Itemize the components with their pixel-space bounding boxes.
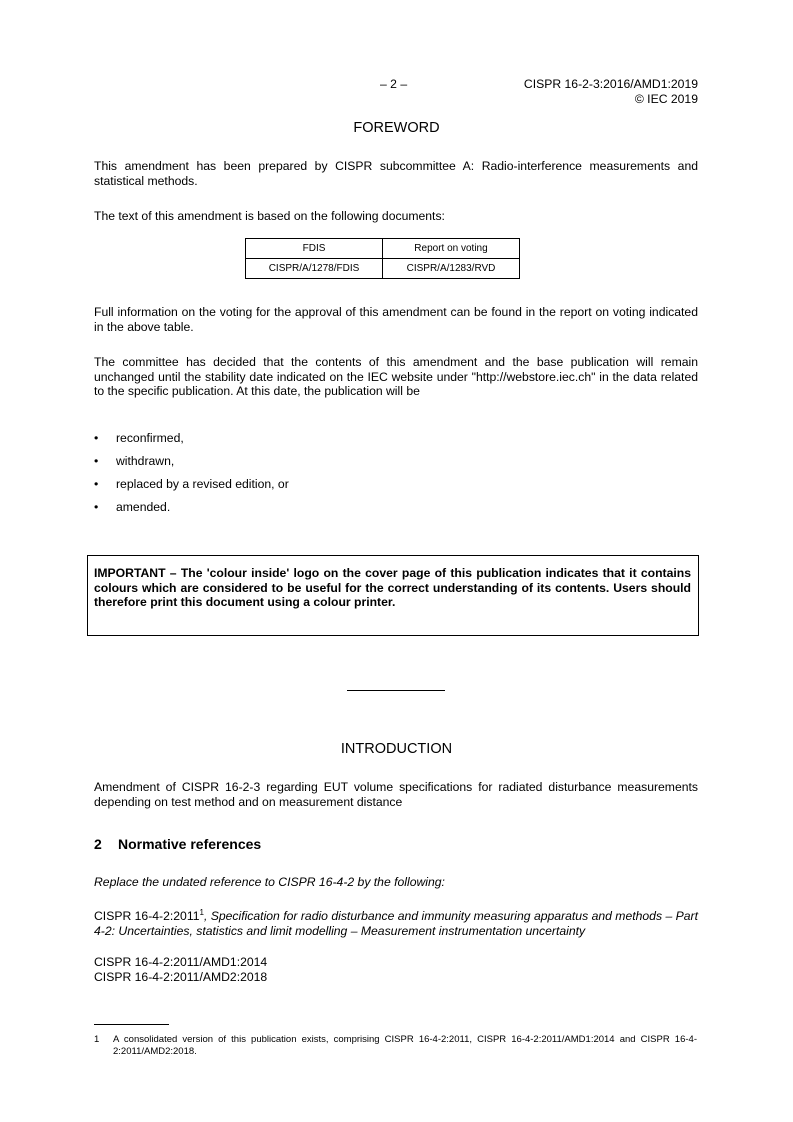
foreword-para-4: [94, 355, 698, 399]
reference-amd2: CISPR 16-4-2:2011/AMD2:2018: [94, 970, 268, 984]
voting-table-header-fdis: FDIS: [246, 239, 383, 259]
reference-main: [94, 909, 698, 938]
list-item-text: replaced by a revised edition, or: [116, 477, 289, 491]
bullet-icon: •: [94, 500, 99, 514]
section-number: 2: [94, 836, 102, 852]
reference-main-title: , Specification for radio disturbance and immunity measuring apparatus and methods – Part 4-2: Uncertainties, statistics and limit modelling – Measurement instrumentation uncertainty: [94, 909, 698, 938]
footnote: [94, 1034, 698, 1057]
bullet-icon: •: [94, 477, 99, 491]
bullet-icon: •: [94, 454, 99, 468]
separator-rule: [347, 690, 445, 691]
introduction-para-text: Amendment of CISPR 16-2-3 regarding EUT volume specifications for radiated disturbance measurements depending on test method and on measurement distance: [94, 780, 698, 809]
list-item: [94, 477, 289, 492]
voting-table-header-report: Report on voting: [383, 239, 520, 259]
page-number: – 2 –: [380, 77, 408, 91]
introduction-title: INTRODUCTION: [340, 741, 453, 757]
foreword-para-2: The text of this amendment is based on the following documents:: [94, 209, 445, 223]
reference-main-id: CISPR 16-4-2:2011: [94, 909, 200, 923]
list-item: [94, 431, 184, 446]
list-item: [94, 454, 174, 469]
section-heading: [94, 837, 261, 852]
foreword-para-1-text: This amendment has been prepared by CISPR subcommittee A: Radio-interference measurements and statistical methods.: [94, 159, 698, 188]
important-notice: IMPORTANT – The 'colour inside' logo on the cover page of this publication indicates that it contains colours which are considered to be useful for the correct understanding of its contents. Users should therefore print this document using a colour printer.: [87, 555, 699, 636]
bullet-icon: •: [94, 431, 99, 445]
introduction-para: [94, 780, 698, 809]
list-item-text: withdrawn,: [116, 454, 175, 468]
list-item-text: amended.: [116, 500, 171, 514]
voting-table: [245, 238, 520, 279]
voting-table-header-row: [246, 239, 520, 259]
voting-table-cell-fdis: CISPR/A/1278/FDIS: [246, 259, 383, 279]
document-id: CISPR 16-2-3:2016/AMD1:2019: [523, 77, 698, 91]
foreword-title: FOREWORD: [353, 120, 440, 136]
foreword-para-3: Full information on the voting for the approval of this amendment can be found in the report on voting indicated in the above table.: [94, 305, 698, 334]
footnote-text: A consolidated version of this publication exists, comprising CISPR 16-4-2:2011, CISPR 16-4-2:2011/AMD1:2014 and CISPR 16-4-2:2011/AMD2:2018.: [113, 1034, 697, 1057]
reference-amd1: CISPR 16-4-2:2011/AMD1:2014: [94, 955, 268, 969]
list-item: [94, 500, 170, 515]
section-title: Normative references: [118, 836, 262, 852]
footnote-ref[interactable]: 1: [199, 908, 204, 917]
voting-table-row: [246, 259, 520, 279]
footnote-mark: 1: [94, 1034, 100, 1045]
list-item-text: reconfirmed,: [116, 431, 184, 445]
foreword-para-4-text: The committee has decided that the contents of this amendment and the base publication will remain unchanged until the stability date indicated on the IEC website under "http://webstore.iec.ch" in the data related to the specific publication. At this date, the publication will be: [94, 355, 698, 398]
section-instruction: Replace the undated reference to CISPR 16-4-2 by the following:: [94, 875, 445, 889]
voting-table-cell-rvd: CISPR/A/1283/RVD: [383, 259, 520, 279]
foreword-para-1: [94, 159, 698, 188]
footnote-rule: [94, 1024, 169, 1025]
copyright: © IEC 2019: [634, 92, 698, 106]
